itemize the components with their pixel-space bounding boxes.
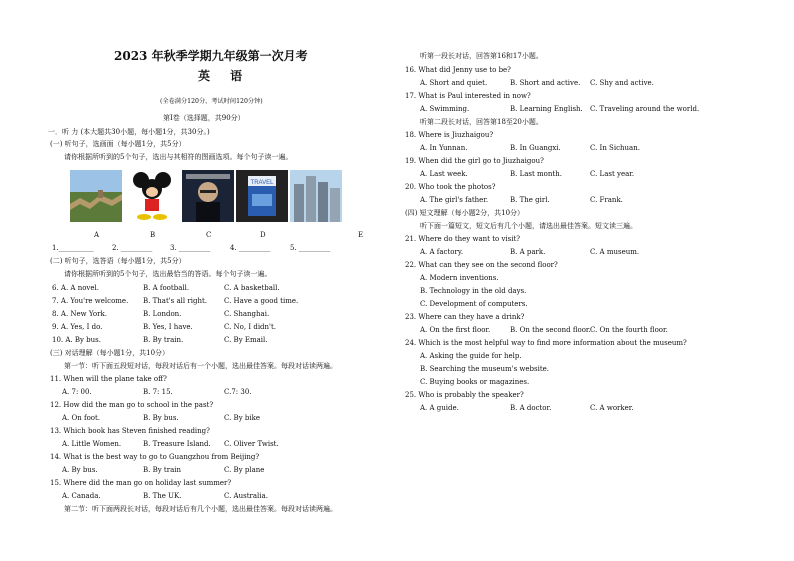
q22-option-b[interactable]: B. Technology in the old days. (420, 287, 527, 295)
answer-blank-2[interactable]: 2. _________ (112, 244, 153, 252)
q11-text: 11. When will the plane take off? (50, 375, 167, 383)
q16-option-c[interactable]: C. Shy and active. (590, 79, 654, 87)
section-three-part2: 第二节：听下面两段长对话，每段对话后有几个小题，选出最佳答案。每段对话读两遍。 (64, 505, 337, 513)
long-dialogue-1-note: 听第一段长对话，回答第16和17小题。 (420, 52, 543, 60)
q13-option-b[interactable]: B. Treasure Island. (143, 440, 211, 448)
q12-option-b[interactable]: B. By bus. (143, 414, 179, 422)
q8-option-a[interactable]: 8. A. New York. (52, 310, 107, 318)
section-three-heading: (三) 对话理解（每小题1分，共10分） (50, 349, 170, 357)
q25-option-a[interactable]: A. A guide. (420, 404, 459, 412)
q20-option-c[interactable]: C. Frank. (590, 196, 623, 204)
mickey-mouse-image (126, 170, 178, 222)
q11-option-a[interactable]: A. 7: 00. (62, 388, 92, 396)
q9-option-b[interactable]: B. Yes, I have. (143, 323, 193, 331)
q20-option-b[interactable]: B. The girl. (510, 196, 550, 204)
q9-option-a[interactable]: 9. A. Yes, I do. (52, 323, 103, 331)
section-four-heading: (四) 短文理解（每小题2分，共10分） (405, 209, 525, 217)
q25-option-b[interactable]: B. A doctor. (510, 404, 552, 412)
q12-option-a[interactable]: A. On foot. (62, 414, 101, 422)
q8-option-b[interactable]: B. London. (143, 310, 182, 318)
section-two-heading: (二) 听句子，选答语（每小题1分，共5分） (50, 257, 186, 265)
q7-option-b[interactable]: B. That's all right. (143, 297, 207, 305)
q7-option-a[interactable]: 7. A. You're welcome. (52, 297, 129, 305)
q17-option-b[interactable]: B. Learning English. (510, 105, 583, 113)
q22-option-c[interactable]: C. Development of computers. (420, 300, 528, 308)
answer-blank-1[interactable]: 1.__________ (52, 244, 94, 252)
listening-heading: 一．听 力 (本大题共30小题，每小题1分，共30分。) (48, 128, 210, 136)
q14-text: 14. What is the best way to go to Guangzhou from Beijing? (50, 453, 260, 461)
q19-option-c[interactable]: C. Last year. (590, 170, 635, 178)
q24-option-a[interactable]: A. Asking the guide for help. (420, 352, 522, 360)
q16-option-b[interactable]: B. Short and active. (510, 79, 581, 87)
q25-text: 25. Who is probably the speaker? (405, 391, 524, 399)
q11-option-c[interactable]: C.7: 30. (224, 388, 252, 396)
answer-blank-5[interactable]: 5. _________ (290, 244, 331, 252)
city-buildings-image (290, 170, 342, 222)
q18-option-a[interactable]: A. In Yunnan. (420, 144, 468, 152)
q23-option-b[interactable]: B. On the second floor. (510, 326, 591, 334)
section-four-instructions: 听下面一篇短文，短文后有几个小题，请选出最佳答案。短文读三遍。 (420, 222, 637, 230)
q15-option-a[interactable]: A. Canada. (62, 492, 101, 500)
q15-option-b[interactable]: B. The UK. (143, 492, 182, 500)
q19-option-b[interactable]: B. Last month. (510, 170, 562, 178)
q22-option-a[interactable]: A. Modern inventions. (420, 274, 499, 282)
q22-text: 22. What can they see on the second floor? (405, 261, 558, 269)
q19-text: 19. When did the girl go to Jiuzhaigou? (405, 157, 544, 165)
q6-option-a[interactable]: 6. A. A novel. (52, 284, 99, 292)
q24-option-b[interactable]: B. Searching the museum's website. (420, 365, 550, 373)
q15-text: 15. Where did the man go on holiday last summer? (50, 479, 232, 487)
image-label-d: D (260, 231, 266, 239)
q6-option-c[interactable]: C. A basketball. (224, 284, 280, 292)
image-label-c: C (206, 231, 212, 239)
q14-option-c[interactable]: C. By plane (224, 466, 265, 474)
answer-blank-4[interactable]: 4. _________ (230, 244, 271, 252)
q10-option-a[interactable]: 10. A. By bus. (52, 336, 101, 344)
q7-option-c[interactable]: C. Have a good time. (224, 297, 299, 305)
q6-option-b[interactable]: B. A football. (143, 284, 190, 292)
great-wall-image (70, 170, 122, 222)
q25-option-c[interactable]: C. A worker. (590, 404, 634, 412)
section-one-heading: (一) 听句子，选画面（每小题1分，共5分） (50, 140, 186, 148)
section-three-part1: 第一节：听下面五段短对话，每段对话后有一个小题，选出最佳答案。每段对话读两遍。 (64, 362, 337, 370)
q13-option-c[interactable]: C. Oliver Twist. (224, 440, 279, 448)
image-label-a: A (94, 231, 100, 239)
section-one-instructions: 请你根据所听到的5个句子，选出与其相符的图画选项。每个句子读一遍。 (64, 153, 293, 161)
section-two-instructions: 请你根据所听到的5个句子，选出最恰当的答语。每个句子读一遍。 (64, 270, 272, 278)
q18-text: 18. Where is Jiuzhaigou? (405, 131, 494, 139)
exam-title: 2023 年秋季学期九年级第一次月考 (114, 49, 308, 63)
q16-text: 16. What did Jenny use to be? (405, 66, 511, 74)
image-label-b: B (150, 231, 156, 239)
q20-text: 20. Who took the photos? (405, 183, 496, 191)
q24-option-c[interactable]: C. Buying books or magazines. (420, 378, 530, 386)
q8-option-c[interactable]: C. Shanghai. (224, 310, 270, 318)
q16-option-a[interactable]: A. Short and quiet. (420, 79, 488, 87)
harry-potter-image (182, 170, 234, 222)
q19-option-a[interactable]: A. Last week. (420, 170, 468, 178)
q23-option-c[interactable]: C. On the fourth floor. (590, 326, 668, 334)
q23-option-a[interactable]: A. On the first floor. (420, 326, 491, 334)
q21-option-c[interactable]: C. A museum. (590, 248, 640, 256)
q18-option-c[interactable]: C. In Sichuan. (590, 144, 640, 152)
subject-title: 英 语 (198, 69, 251, 83)
q20-option-a[interactable]: A. The girl's father. (420, 196, 489, 204)
q24-text: 24. Which is the most helpful way to find more information about the museum? (405, 339, 687, 347)
image-label-e: E (358, 231, 364, 239)
q23-text: 23. Where can they have a drink? (405, 313, 525, 321)
book-cover-text: TRAVEL (250, 180, 274, 186)
q15-option-c[interactable]: C. Australia. (224, 492, 268, 500)
q12-option-c[interactable]: C. By bike (224, 414, 260, 422)
q18-option-b[interactable]: B. In Guangxi. (510, 144, 561, 152)
answer-blank-3[interactable]: 3. _________ (170, 244, 211, 252)
travel-book-image (236, 170, 288, 222)
q17-text: 17. What is Paul interested in now? (405, 92, 531, 100)
q17-option-c[interactable]: C. Traveling around the world. (590, 105, 700, 113)
long-dialogue-2-note: 听第二段长对话，回答第18至20小题。 (420, 118, 543, 126)
q13-option-a[interactable]: A. Little Women. (62, 440, 122, 448)
q14-option-b[interactable]: B. By train (143, 466, 181, 474)
q11-option-b[interactable]: B. 7: 15. (143, 388, 173, 396)
q17-option-a[interactable]: A. Swimming. (420, 105, 470, 113)
q9-option-c[interactable]: C. No, I didn't. (224, 323, 277, 331)
q12-text: 12. How did the man go to school in the past? (50, 401, 214, 409)
part-one-heading: 第I卷（选择题，共90分） (163, 114, 245, 122)
q13-text: 13. Which book has Steven finished reading? (50, 427, 210, 435)
q10-option-c[interactable]: C. By Email. (224, 336, 268, 344)
q14-option-a[interactable]: A. By bus. (62, 466, 98, 474)
q21-option-a[interactable]: A. A factory. (420, 248, 464, 256)
q21-option-b[interactable]: B. A park. (510, 248, 546, 256)
q10-option-b[interactable]: B. By train. (143, 336, 184, 344)
score-note: (全卷满分120分，考试时间120分钟) (160, 98, 263, 105)
q21-text: 21. Where do they want to visit? (405, 235, 521, 243)
